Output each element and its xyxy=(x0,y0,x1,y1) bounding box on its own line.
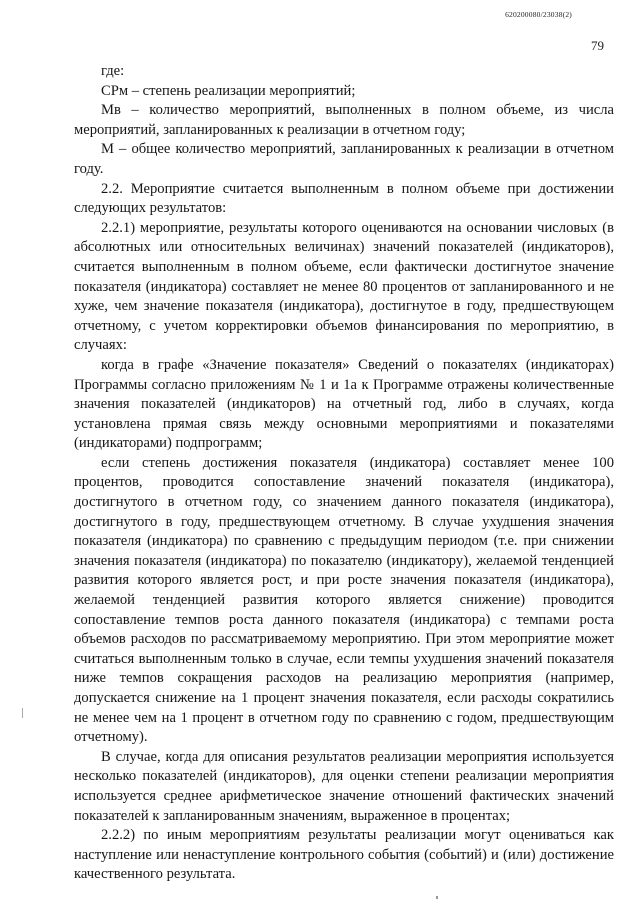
scan-mark xyxy=(22,708,23,718)
page-number: 79 xyxy=(591,38,604,53)
scan-mark xyxy=(436,896,438,899)
paragraph: М – общее количество мероприятий, запланированных к реализации в отчетном году. xyxy=(74,141,614,177)
paragraph: когда в графе «Значение показателя» Сведений о показателях (индикаторах) Программы согласно приложениям № 1 и 1а к Программе отражены количественные значения показателей (индикаторов) на отчетный год, либо в случаях, когда установлена прямая связь между основными мероприятиями и показателями (индикаторами) подпрограмм; xyxy=(74,356,614,452)
document-code: 620200080/23038(2) xyxy=(505,10,572,19)
paragraph: где: xyxy=(101,63,125,79)
paragraph: В случае, когда для описания результатов реализации мероприятия используется несколько показателей (индикаторов), для оценки степени реализации мероприятия используется среднее арифметическое значение отношений фактических значений показателей к запланированным значениям, выраженное в процентах; xyxy=(74,748,614,824)
document-body xyxy=(74,62,614,885)
paragraph: СРм – степень реализации мероприятий; xyxy=(101,82,356,99)
paragraph: 2.2.2) по иным мероприятиям результаты реализации могут оцениваться как наступление или ненаступление контрольного события (событий) и (или) достижение качественного результата. xyxy=(74,827,614,883)
paragraph: Мв – количество мероприятий, выполненных в полном объеме, из числа мероприятий, запланированных к реализации в отчетном году; xyxy=(74,102,614,138)
paragraph: если степень достижения показателя (индикатора) составляет менее 100 процентов, проводится сопоставление значений показателя (индикатора), достигнутого в отчетном году, со значением данного показателя (индикатора), достигнутого в году, предшествующем отчетному. В случае ухудшения значения показателя (индикатора) по сравнению с предыдущим периодом (т.е. при снижении значения показателя (индикатора) по показателю (индикатору), желаемой тенденцией развития которого является рост, и при росте значения показателя (индикатора), желаемой тенденцией развития которого является снижение) проводится сопоставление темпов роста данного показателя (индикатора) с темпами роста объемов расходов по рассматриваемому мероприятию. При этом мероприятие может считаться выполненным только в случае, если темпы ухудшения значений показателя ниже темпов сокращения расходов на реализацию мероприятия (например, допускается снижение на 1 процент значения показателя, если расходы сократились не менее чем на 1 процент в отчетном году по сравнению с годом, предшествующим отчетному). xyxy=(74,454,614,746)
paragraph: 2.2. Мероприятие считается выполненным в полном объеме при достижении следующих результатов: xyxy=(74,180,614,217)
paragraph: 2.2.1) мероприятие, результаты которого оцениваются на основании числовых (в абсолютных или относительных величинах) значений показателей (индикаторов), считается выполненным в полном объеме, если фактически достигнутое значение показателя (индикатора) составляет не менее 80 процентов от запланированного и не хуже, чем значение показателя (индикатора), достигнутое в году, предшествующем отчетному, с учетом корректировки объемов финансирования по мероприятию, в случаях: xyxy=(74,219,614,354)
